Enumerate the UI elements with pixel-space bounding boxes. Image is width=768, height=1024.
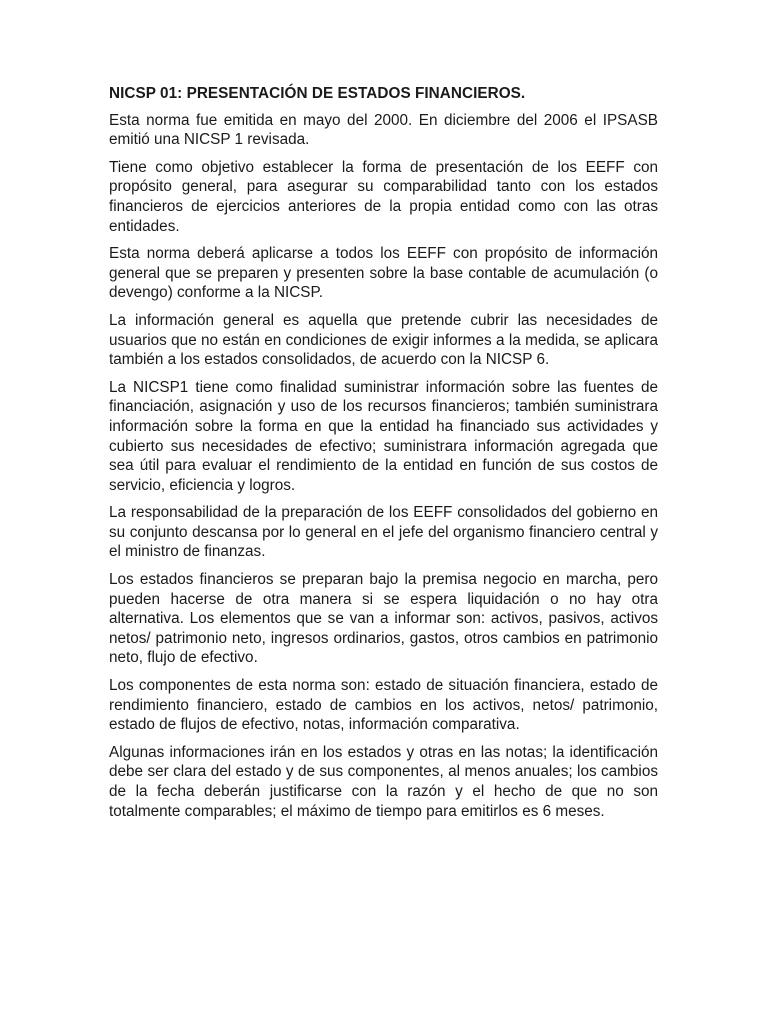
document-title: NICSP 01: PRESENTACIÓN DE ESTADOS FINANCIEROS.: [109, 85, 526, 102]
paragraph-2: Tiene como objetivo establecer la forma de presentación de los EEFF con propósito general, para asegurar su comparabilidad tanto con los estados financieros de ejercicios anteriores de la propia entidad como con las otras entidades.: [109, 158, 658, 235]
document-page: [109, 84, 658, 829]
paragraph-3: Esta norma deberá aplicarse a todos los EEFF con propósito de información general que se preparen y presenten sobre la base contable de acumulación (o devengo) conforme a la NICSP.: [109, 245, 658, 302]
paragraph-4: La información general es aquella que pretende cubrir las necesidades de usuarios que no están en condiciones de exigir informes a la medida, se aplicara también a los estados consolidados, de acuerdo con la NICSP 6.: [109, 311, 658, 369]
paragraph-1: Esta norma fue emitida en mayo del 2000. En diciembre del 2006 el IPSASB emitió una NICSP 1 revisada.: [109, 111, 658, 149]
paragraph-5: La NICSP1 tiene como finalidad suministrar información sobre las fuentes de financiación, asignación y uso de los recursos financieros; también suministrara información sobre la forma en que la entidad ha financiado sus actividades y cubierto sus necesidades de efectivo; suministrara información agregada que sea útil para evaluar el rendimiento de la entidad en función de sus costos de servicio, eficiencia y logros.: [109, 378, 658, 494]
paragraph-7: Los estados financieros se preparan bajo la premisa negocio en marcha, pero pueden hacerse de otra manera si se espera liquidación o no hay otra alternativa. Los elementos que se van a informar son: activos, pasivos, activos netos/ patrimonio neto, ingresos ordinarios, gastos, otros cambios en patrimonio neto, flujo de efectivo.: [109, 571, 658, 667]
paragraph-8: Los componentes de esta norma son: estado de situación financiera, estado de rendimiento financiero, estado de cambios en los activos, netos/ patrimonio, estado de flujos de efectivo, notas, información comparativa.: [109, 677, 658, 734]
paragraph-6: La responsabilidad de la preparación de los EEFF consolidados del gobierno en su conjunto descansa por lo general en el jefe del organismo financiero central y el ministro de finanzas.: [109, 504, 658, 561]
paragraph-9: Algunas informaciones irán en los estados y otras en las notas; la identificación debe ser clara del estado y de sus componentes, al menos anuales; los cambios de la fecha deberán justificarse con la razón y el hecho de que no son totalmente comparables; el máximo de tiempo para emitirlos es 6 meses.: [109, 743, 658, 820]
